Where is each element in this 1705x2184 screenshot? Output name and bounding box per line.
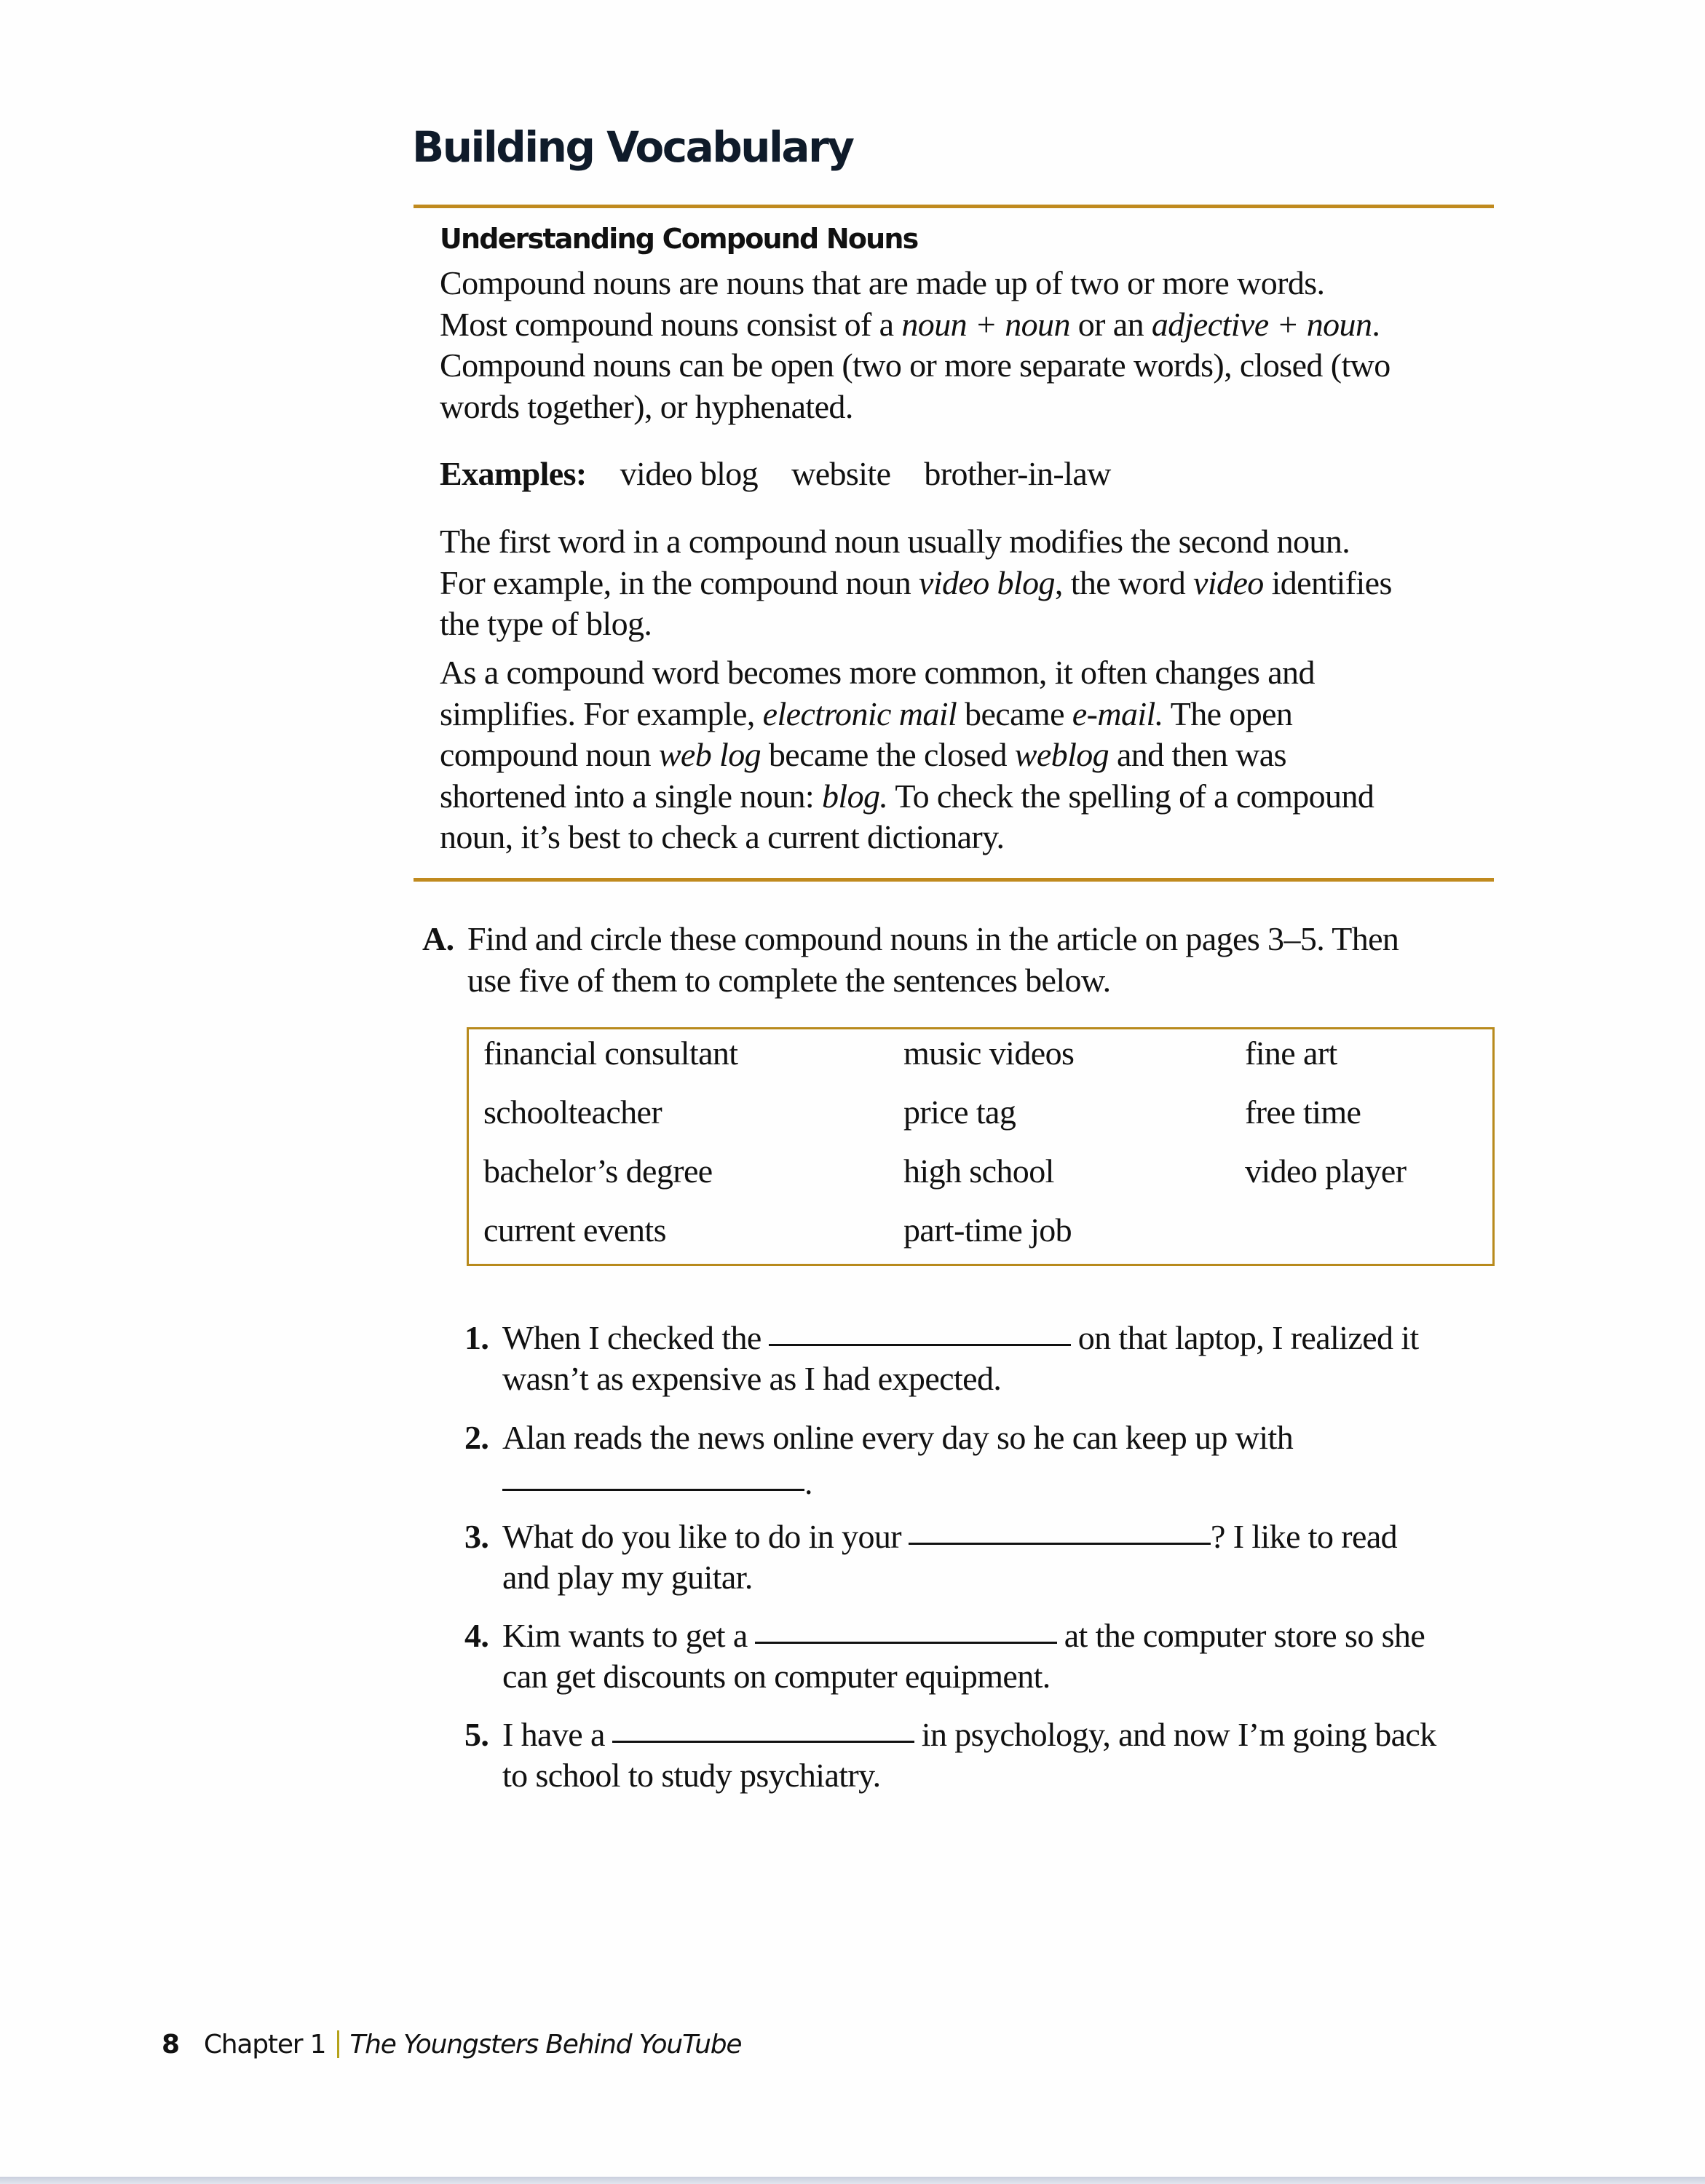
question-text: on that laptop, I realized it <box>1077 1319 1419 1356</box>
question-line <box>502 1463 812 1504</box>
emphasis: web log <box>658 736 761 773</box>
footer-separator <box>337 2030 339 2058</box>
example-item: video blog <box>620 455 759 492</box>
emphasis: adjective + noun <box>1151 305 1372 343</box>
text-span: became the closed <box>761 736 1015 773</box>
chapter-title: The Youngsters Behind YouTube <box>349 2030 742 2060</box>
text-span: simplifies. For example, <box>440 695 763 732</box>
question-line: to school to study psychiatry. <box>502 1757 881 1794</box>
text-span: . <box>1372 305 1380 343</box>
text-span: The open <box>1163 695 1293 732</box>
text-span: For example, in the compound noun <box>440 563 919 601</box>
word-bank-item[interactable]: price tag <box>903 1093 1016 1131</box>
question-line <box>502 1615 1425 1657</box>
text-line: noun, it’s best to check a current dictionary. <box>440 818 1005 855</box>
question-text: When I checked the <box>502 1319 761 1356</box>
text-span: To check the spelling of a compound <box>887 777 1374 815</box>
question-text: . <box>804 1464 812 1501</box>
question-line: wasn’t as expensive as I had expected. <box>502 1360 1002 1397</box>
word-bank-item[interactable]: current events <box>483 1211 666 1249</box>
question-line: Alan reads the news online every day so he can keep up with <box>502 1419 1294 1456</box>
question-line: can get discounts on computer equipment. <box>502 1658 1051 1695</box>
word-bank-item[interactable]: part-time job <box>903 1211 1072 1249</box>
emphasis: blog. <box>821 777 888 815</box>
word-bank-item[interactable]: financial consultant <box>483 1034 738 1072</box>
word-bank-item[interactable]: fine art <box>1245 1034 1337 1072</box>
text-line: words together), or hyphenated. <box>440 387 853 425</box>
emphasis: weblog <box>1014 736 1109 773</box>
question-text: What do you like to do in your <box>502 1518 901 1555</box>
instruction-text <box>467 919 1399 1001</box>
modifier-paragraph <box>440 521 1392 645</box>
question-text: ? I like to read <box>1210 1518 1398 1555</box>
question-text: I have a <box>502 1716 605 1753</box>
question-number: 3. <box>464 1518 489 1555</box>
text-line <box>440 694 1374 735</box>
word-bank-box <box>467 1027 1495 1266</box>
question-text: in psychology, and now I’m going back <box>921 1716 1436 1753</box>
question-line: and play my guitar. <box>502 1559 753 1596</box>
section-subtitle: Understanding Compound Nouns <box>440 223 918 255</box>
word-bank-item[interactable]: schoolteacher <box>483 1093 662 1131</box>
text-line <box>440 776 1374 818</box>
word-bank-item[interactable]: bachelor’s degree <box>483 1152 713 1190</box>
text-span: Most compound nouns consist of a <box>440 305 902 343</box>
question-number: 1. <box>464 1319 489 1356</box>
text-line: Compound nouns can be open (two or more separate words), closed (two <box>440 347 1390 384</box>
text-span: and then was <box>1109 736 1286 773</box>
emphasis: noun + noun <box>901 305 1070 343</box>
emphasis: video blog <box>919 563 1055 601</box>
example-item: brother-in-law <box>924 455 1111 492</box>
question-text: Kim wants to get a <box>502 1617 748 1654</box>
word-bank-item[interactable]: free time <box>1245 1093 1361 1131</box>
word-bank-item[interactable]: high school <box>903 1152 1054 1190</box>
answer-blank[interactable] <box>755 1642 1057 1644</box>
text-span: became <box>957 695 1072 732</box>
exercise-letter: A. <box>422 920 454 957</box>
text-span: identifies <box>1263 563 1392 601</box>
page-footer <box>162 2030 741 2060</box>
question-line <box>502 1516 1397 1558</box>
text-line: As a compound word becomes more common, it often changes and <box>440 654 1315 691</box>
text-line: use five of them to complete the sentences below. <box>467 961 1111 999</box>
example-item: website <box>791 455 891 492</box>
text-line: Compound nouns are nouns that are made up of two or more words. <box>440 264 1325 301</box>
question-number: 5. <box>464 1716 489 1753</box>
word-bank-item[interactable]: music videos <box>903 1034 1075 1072</box>
text-span: , the word <box>1054 563 1194 601</box>
top-divider <box>414 205 1494 208</box>
text-line <box>440 735 1374 776</box>
question-line <box>502 1714 1436 1756</box>
page-title: Building Vocabulary <box>412 122 853 172</box>
answer-blank[interactable] <box>909 1543 1211 1545</box>
text-span: compound noun <box>440 736 659 773</box>
answer-blank[interactable] <box>502 1489 804 1491</box>
page-bottom-edge <box>0 2177 1705 2184</box>
text-line: The first word in a compound noun usually modifies the second noun. <box>440 523 1350 560</box>
definition-paragraph <box>440 263 1390 427</box>
page-number: 8 <box>162 2030 179 2060</box>
emphasis: e-mail. <box>1072 695 1163 732</box>
answer-blank[interactable] <box>769 1344 1071 1346</box>
question-text: at the computer store so she <box>1064 1617 1425 1654</box>
question-line <box>502 1318 1419 1359</box>
bottom-divider <box>414 878 1494 882</box>
emphasis: electronic mail <box>762 695 957 732</box>
answer-blank[interactable] <box>612 1741 914 1743</box>
text-line <box>440 304 1390 346</box>
text-span: or an <box>1069 305 1152 343</box>
emphasis: video <box>1193 563 1264 601</box>
text-line: Find and circle these compound nouns in the article on pages 3–5. Then <box>467 920 1399 957</box>
chapter-label: Chapter 1 <box>203 2030 326 2060</box>
text-line: the type of blog. <box>440 605 652 642</box>
question-number: 2. <box>464 1419 489 1456</box>
text-line <box>440 563 1392 604</box>
text-span: shortened into a single noun: <box>440 777 822 815</box>
evolution-paragraph <box>440 652 1374 858</box>
word-bank-item[interactable]: video player <box>1245 1152 1407 1190</box>
examples-row <box>440 454 1144 495</box>
examples-label: Examples: <box>440 455 587 492</box>
question-number: 4. <box>464 1617 489 1654</box>
